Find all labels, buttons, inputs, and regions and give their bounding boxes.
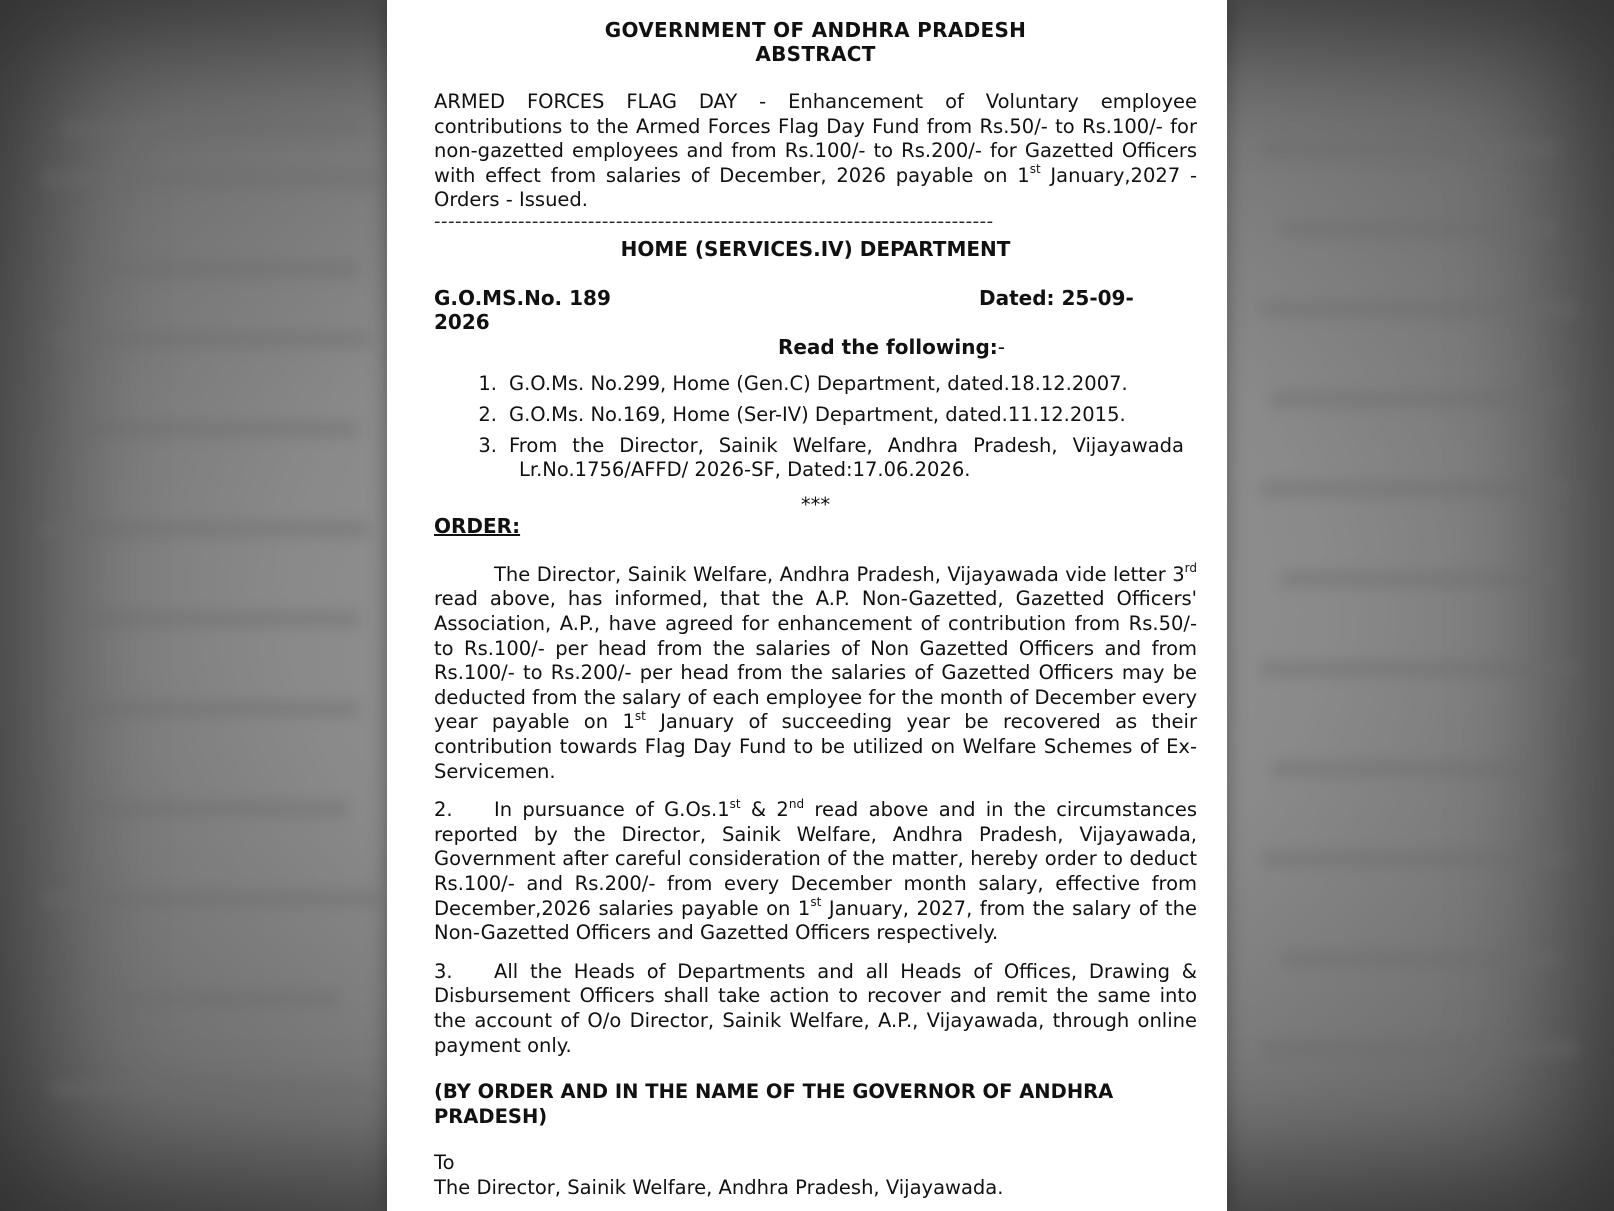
reference-item <box>434 403 1197 428</box>
to-recipient: The Director, Sainik Welfare, Andhra Pradesh, Vijayawada. <box>434 1175 1004 1199</box>
reference-number: 2. <box>478 402 497 426</box>
para2-text-d: January, 2027, from the salary of the Non-Gazetted Officers and Gazetted Officers respectively. <box>434 896 1197 945</box>
order-paragraph-2 <box>434 798 1197 946</box>
go-number: G.O.MS.No. 189 <box>434 285 611 310</box>
para3-number: 3. <box>434 959 453 983</box>
go-dated: Dated: 25-09- <box>979 285 1134 310</box>
reference-item <box>434 434 1197 483</box>
government-heading: GOVERNMENT OF ANDHRA PRADESH <box>604 18 1027 42</box>
blurred-ghost-text-left <box>20 0 400 1211</box>
para1-text-a: The Director, Sainik Welfare, Andhra Pradesh, Vijayawada vide letter 3 <box>494 562 1185 586</box>
abstract-text-b: January,2027 - Orders - Issued. <box>434 163 1198 212</box>
reference-text-block <box>509 434 1184 483</box>
para1-sup-1: rd <box>1184 561 1197 576</box>
order-heading: ORDER: <box>434 514 521 539</box>
reference-text-line2: Lr.No.1756/AFFD/ 2026-SF, Dated:17.06.2026. <box>519 458 971 482</box>
abstract-text-a: ARMED FORCES FLAG DAY - Enhancement of Voluntary employee contributions to the Armed Forces Flag Day Fund from Rs.50/- to Rs.100/- for non-gazetted employees and from Rs.100/- to Rs.200/- for Gazetted Officers with effect from salaries of December, 2026 payable on 1 <box>434 90 1197 187</box>
dashed-separator: -------------------------------------------------------------------------------- <box>434 212 994 231</box>
reference-text: G.O.Ms. No.299, Home (Gen.C) Department, dated.18.12.2007. <box>509 372 1128 396</box>
read-heading-text: Read the following: <box>777 334 998 359</box>
reference-item <box>434 372 1197 397</box>
go-number-row <box>434 286 1197 311</box>
separator-stars: *** <box>800 493 831 517</box>
para2-sup-3: st <box>810 895 822 910</box>
references-list <box>434 372 1197 482</box>
document-content <box>434 18 1197 1200</box>
go-dated-year: 2026 <box>434 310 490 335</box>
abstract-paragraph <box>434 90 1197 213</box>
para2-text-c: read above and in the circumstances reported by the Director, Sainik Welfare, Andhra Pradesh, Vijayawada, Government after careful consideration of the matter, hereby order to deduct Rs.100/- and Rs.200/- from every December month salary, effective from December,2026 salaries payable on 1 <box>434 798 1197 920</box>
reference-number: 3. <box>478 433 497 457</box>
order-paragraph-1 <box>434 563 1197 784</box>
department-heading: HOME (SERVICES.IV) DEPARTMENT <box>620 236 1011 261</box>
para2-sup-1: st <box>729 796 741 811</box>
para1-text-b: read above, has informed, that the A.P. Non-Gazetted, Gazetted Officers' Association, A.P., have agreed for enhancement of contribution from Rs.50/- to Rs.100/- per head from the salaries of Non Gazetted Officers and from Rs.100/- to Rs.200/- per head from the salaries of Gazetted Officers may be deducted from the salary of each employee for the month of December every year payable on 1 <box>434 587 1197 734</box>
governor-order-line: (BY ORDER AND IN THE NAME OF THE GOVERNOR OF ANDHRA PRADESH) <box>434 1080 1114 1128</box>
para1-text-c: January of succeeding year be recovered as their contribution towards Flag Day Fund to be utilized on Welfare Schemes of Ex-Servicemen. <box>434 710 1197 783</box>
document-page <box>387 0 1227 1211</box>
para2-sup-2: nd <box>788 796 805 811</box>
para2-text-a: In pursuance of G.Os.1 <box>494 798 730 822</box>
para3-text: All the Heads of Departments and all Heads of Offices, Drawing & Disbursement Officers shall take action to recover and remit the same into the account of O/o Director, Sainik Welfare, A.P., Vijayawada, through online payment only. <box>434 959 1197 1057</box>
para2-text-b: & 2 <box>740 798 789 822</box>
read-following-heading <box>434 335 1197 360</box>
read-heading-dash: - <box>997 334 1005 359</box>
to-label: To <box>434 1151 455 1175</box>
order-paragraph-3 <box>434 960 1197 1058</box>
abstract-sup: st <box>1029 162 1041 177</box>
blurred-ghost-text-right <box>1250 0 1614 1211</box>
para1-sup-2: st <box>634 708 646 723</box>
para2-number: 2. <box>434 798 453 822</box>
reference-text: From the Director, Sainik Welfare, Andhra Pradesh, Vijayawada <box>509 433 1184 457</box>
abstract-heading: ABSTRACT <box>755 42 876 66</box>
reference-number: 1. <box>478 372 497 396</box>
reference-text: G.O.Ms. No.169, Home (Ser-IV) Department, dated.11.12.2015. <box>509 402 1126 426</box>
